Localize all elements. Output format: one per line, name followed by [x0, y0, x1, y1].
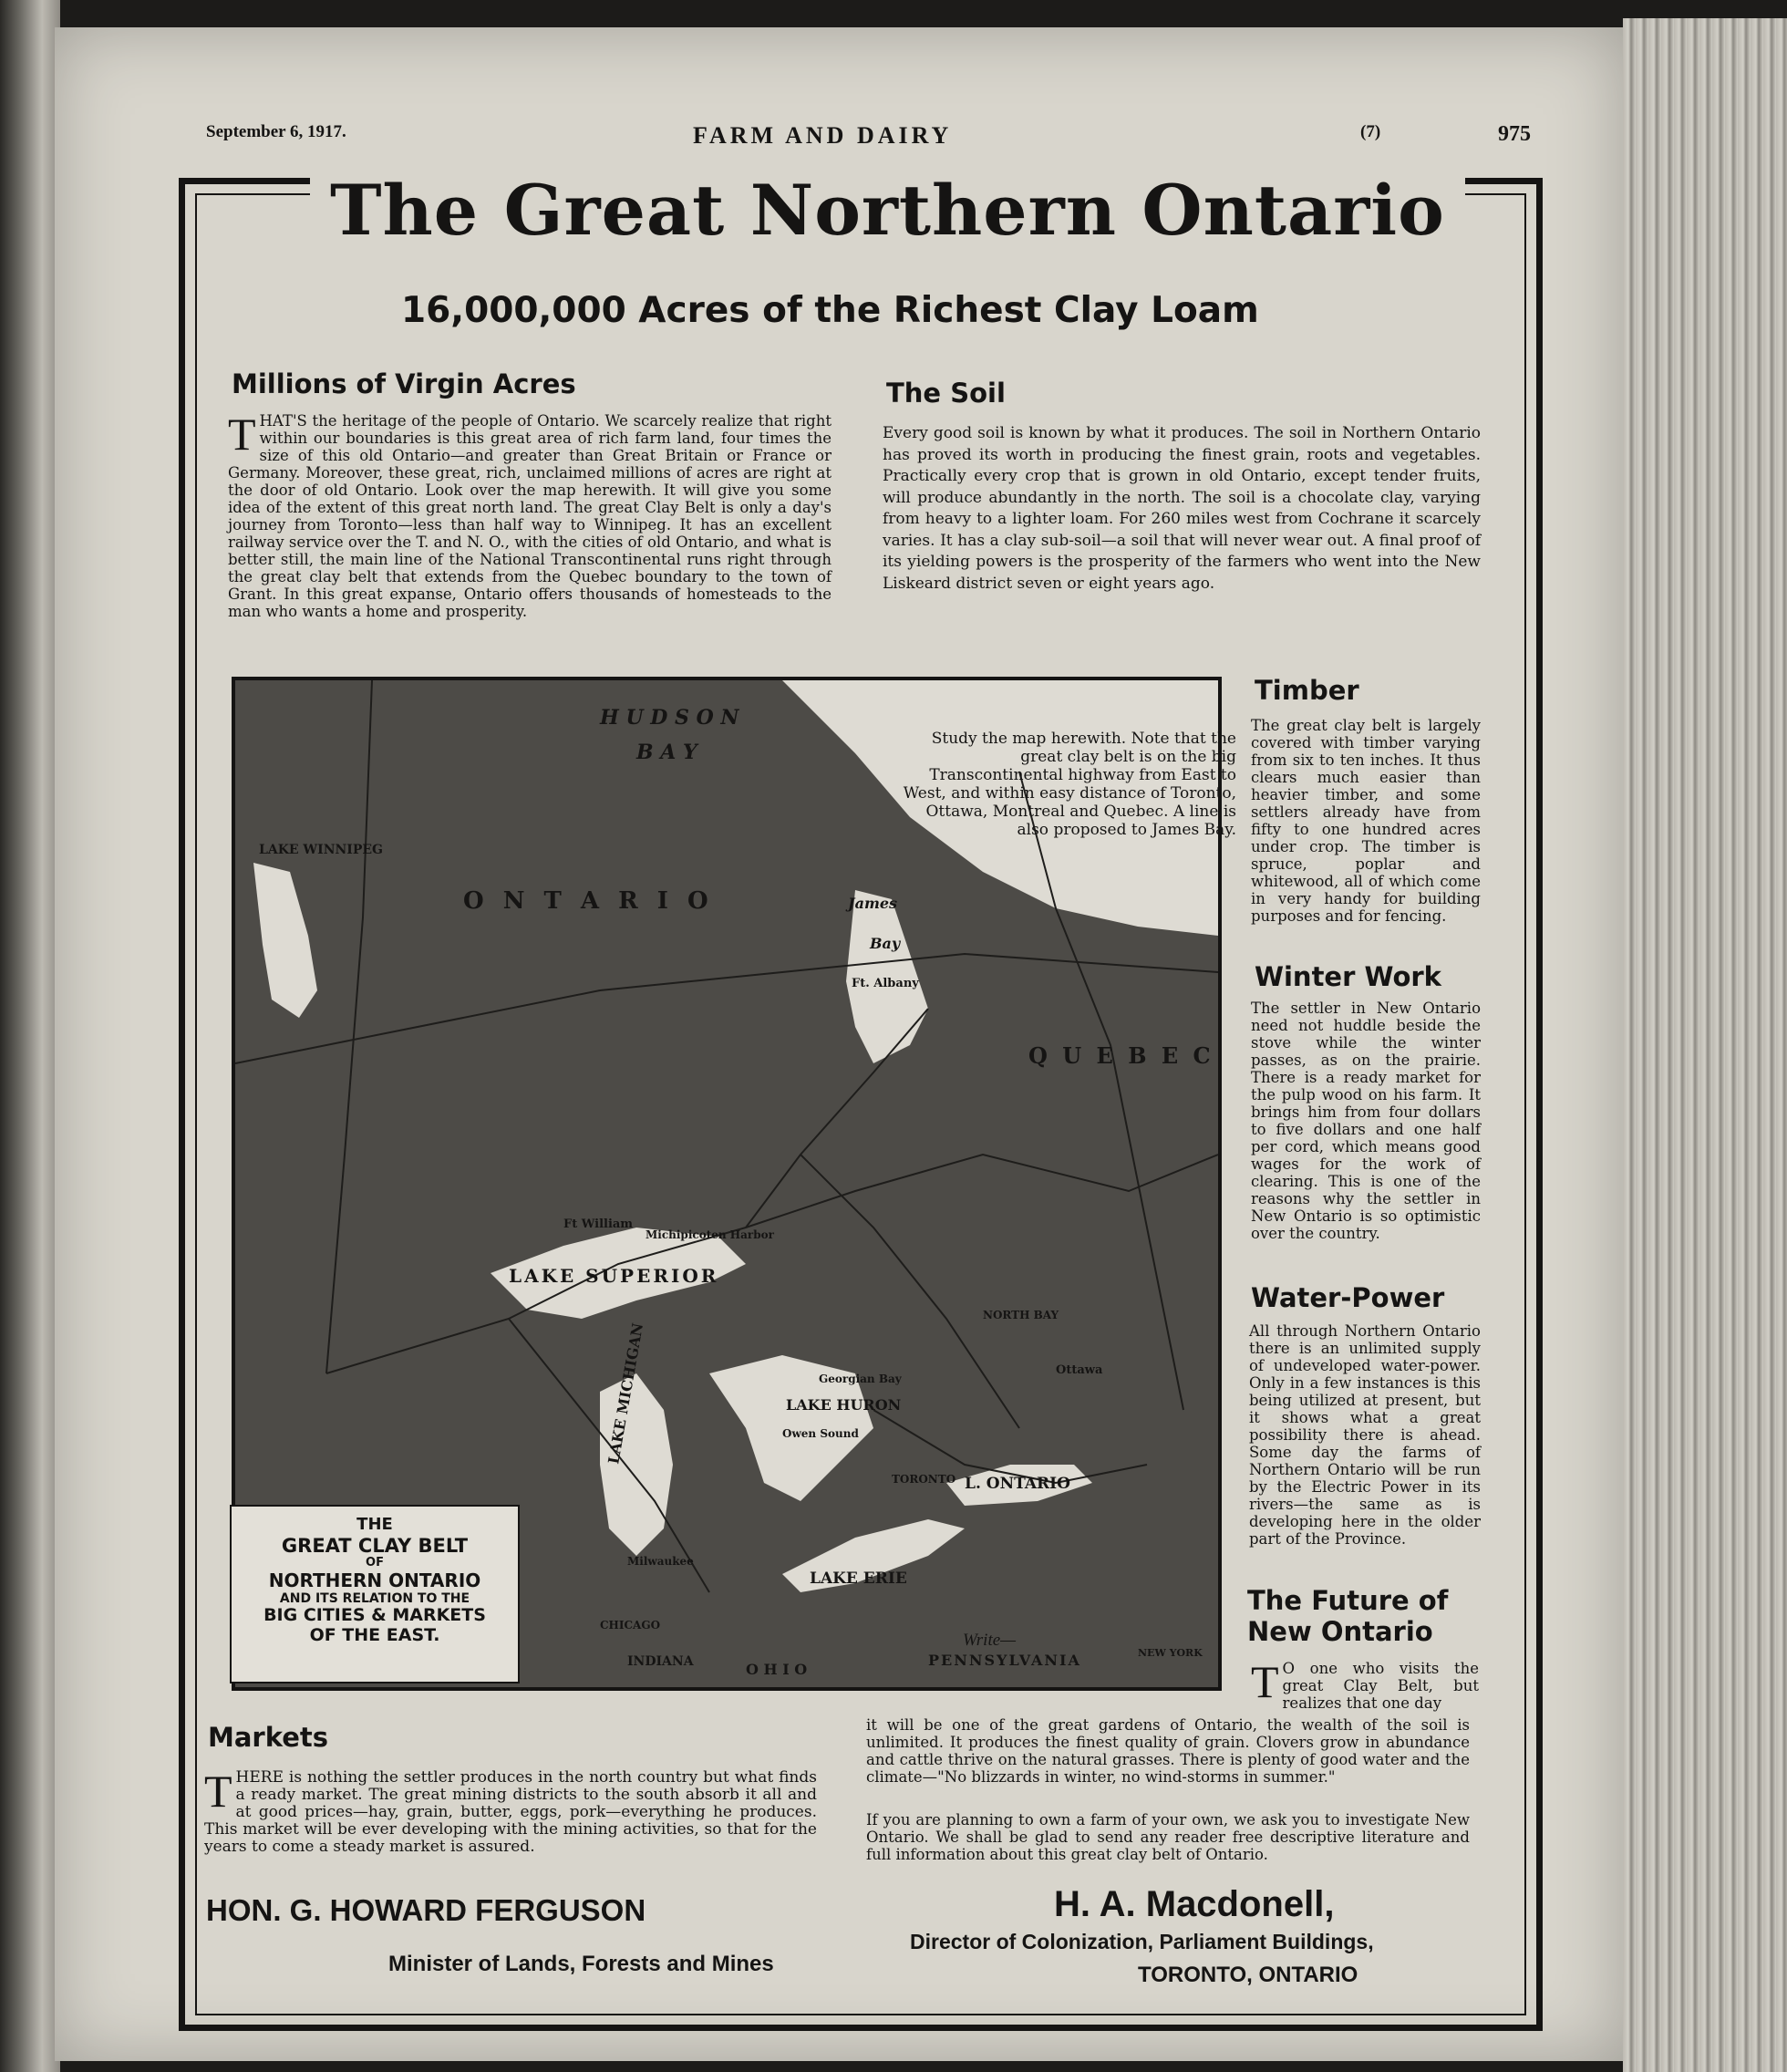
- markets-text: THERE is nothing the settler produces in the north country but what finds a ready market. The great mining districts to the south absorb it all and at good prices—hay, grain, butter, eggs, pork—everything he produces. This market will be ever developing with the mining activities, so that for the years to come a steady market is assured.: [204, 1766, 817, 1856]
- future-heading: The Future of New Ontario: [1247, 1585, 1449, 1647]
- section-number: (7): [1360, 122, 1381, 141]
- map-label-lake-superior: LAKE SUPERIOR: [509, 1265, 719, 1287]
- map-caption: Study the map herewith. Note that the great clay belt is on the big Transcontinental highway from East to West, and within easy distance of Toronto, Ottawa, Montreal and Quebec. A line is also proposed to James Bay.: [903, 730, 1236, 839]
- winter-work-text: The settler in New Ontario need not huddle beside the stove while the winter passes, as on the prairie. There is a ready market for the pulp wood on his farm. It brings him from four dollars to five dollars and one half per cord, which means good wages for the work of clearing. This is one of the reasons why the settler in New Ontario is so optimistic over the country.: [1251, 1000, 1481, 1242]
- page-stack-edge: [1623, 18, 1787, 2072]
- minister-title: Minister of Lands, Forests and Mines: [388, 1952, 774, 1976]
- future-invitation: If you are planning to own a farm of your own, we ask you to investigate New Ontario. We shall be glad to send any reader free descriptive literature and full information about this great clay belt of Ontario.: [866, 1811, 1470, 1863]
- director-title: Director of Colonization, Parliament Buildings,: [910, 1930, 1374, 1953]
- map-label-ontario: O N T A R I O: [463, 887, 714, 915]
- map-label-north-bay: NORTH BAY: [983, 1309, 1059, 1321]
- map-legend: THE GREAT CLAY BELT OF NORTHERN ONTARIO AND ITS RELATION TO THE BIG CITIES & MARKETS OF THE EAST.: [230, 1505, 520, 1684]
- map-label-owen-sound: Owen Sound: [782, 1427, 859, 1440]
- map-label-james-bay: Bay: [870, 935, 901, 952]
- water-power-text: All through Northern Ontario there is an unlimited supply of undeveloped water-power. Only in a few instances is this being utilized at present, but it shows what a great possibility there is ahead. Some day the farms of Northern Ontario will be run by the Electric Power in its rivers—the same as is developing here in the older part of the Province.: [1249, 1322, 1481, 1548]
- timber-text: The great clay belt is largely covered with timber varying from six to ten inches. It thus clears much easier than heavier timber, and some settlers already have from fifty to one hundred acres under crop. The timber is spruce, poplar and whitewood, all of which come in very handy for building purposes and for fencing.: [1251, 717, 1481, 925]
- dropcap: T: [1251, 1656, 1279, 1707]
- map-label-ohio: O H I O: [746, 1661, 808, 1678]
- map-label-indiana: INDIANA: [627, 1654, 694, 1669]
- ad-subtitle: 16,000,000 Acres of the Richest Clay Loam: [401, 290, 1259, 331]
- publication-name: FARM AND DAIRY: [693, 122, 953, 149]
- virgin-acres-heading: Millions of Virgin Acres: [232, 368, 576, 399]
- page-number: 975: [1498, 122, 1531, 146]
- water-power-heading: Water-Power: [1251, 1282, 1445, 1313]
- map-label-hudson: H U D S O N: [600, 706, 739, 730]
- map-label-james: James: [848, 895, 898, 912]
- minister-name: HON. G. HOWARD FERGUSON: [206, 1893, 646, 1927]
- map-label-new-york: NEW YORK: [1138, 1647, 1203, 1659]
- book-spine-edge: [0, 0, 60, 2072]
- timber-heading: Timber: [1255, 675, 1359, 706]
- map-label-quebec: Q U E B E C: [1028, 1042, 1214, 1069]
- virgin-acres-text: THAT'S the heritage of the people of Ontario. We scarcely realize that right within our boundaries is this great area of rich farm land, four times the size of this old Ontario—and greater than Great Britain or France or Germany. Moreover, these great, rich, unclaimed millions of acres are right at the door of old Ontario. Look over the map herewith. It will give you some idea of the extent of this great north land. The great Clay Belt is only a day's journey from Toronto—less than half way to Winnipeg. It has an excellent railway service over the T. and N. O., with the cities of old Ontario, and what is better still, the main line of the National Transcontinental runs right through the great clay belt that extends from the Quebec boundary to the town of Grant. In this great expanse, Ontario offers thousands of homesteads to the man who wants a home and prosperity.: [228, 409, 832, 620]
- map-label-bay: B A Y: [636, 741, 697, 764]
- map-label-michipicoten: Michipicoten Harbor: [646, 1228, 774, 1241]
- map-label-lake-erie: LAKE ERIE: [810, 1570, 907, 1588]
- dropcap: T: [228, 409, 256, 460]
- map-label-milwaukee: Milwaukee: [627, 1555, 694, 1568]
- map-label-chicago: CHICAGO: [600, 1619, 661, 1632]
- issue-date: September 6, 1917.: [206, 122, 346, 141]
- future-text-rest: it will be one of the great gardens of Ontario, the wealth of the soil is unlimited. It produces the finest quality of grain. Clovers grow in abundance and cattle thrive on the natural grasses. There is plenty of good water and the climate—"No blizzards in winter, no wind-storms in summer.": [866, 1716, 1470, 1786]
- map-label-toronto: TORONTO: [892, 1473, 956, 1486]
- director-name: H. A. Macdonell,: [1054, 1884, 1335, 1924]
- map-label-georgian-bay: Georgian Bay: [819, 1373, 902, 1385]
- map-label-lake-ontario: L. ONTARIO: [965, 1475, 1070, 1493]
- dropcap: T: [204, 1766, 232, 1817]
- map-label-lake-huron: LAKE HURON: [786, 1396, 902, 1414]
- map-label-pennsylvania: PENNSYLVANIA: [928, 1652, 1081, 1669]
- future-text-top: T O one who visits the great Clay Belt, but realizes that one day: [1251, 1656, 1479, 1712]
- soil-heading: The Soil: [886, 378, 1006, 409]
- director-city: TORONTO, ONTARIO: [1138, 1963, 1358, 1987]
- soil-text: Every good soil is known by what it produces. The soil in Northern Ontario has proved its worth in producing the finest grain, roots and vegetables. Practically every crop that is grown in old Ontario, except tender fruits, will produce abundantly in the north. The soil is a chocolate clay, varying from heavy to a lighter loam. For 260 miles west from Cochrane it scarcely varies. It has a clay sub-soil—a soil that will never wear out. A final proof of its yielding powers is the prosperity of the farmers who went into the New Liskeard district seven or eight years ago.: [883, 424, 1481, 593]
- markets-heading: Markets: [208, 1722, 329, 1753]
- write-label: Write—: [963, 1631, 1017, 1650]
- map-label-ottawa: Ottawa: [1056, 1363, 1103, 1377]
- map-label-fort-william: Ft William: [563, 1217, 634, 1231]
- map-label-lake-michigan: LAKE MICHIGAN: [604, 1321, 647, 1466]
- map-label-ft-albany: Ft. Albany: [852, 977, 919, 990]
- ad-title: The Great Northern Ontario: [310, 170, 1465, 251]
- map-label-lake-winnipeg: LAKE WINNIPEG: [259, 843, 383, 857]
- winter-work-heading: Winter Work: [1255, 961, 1441, 992]
